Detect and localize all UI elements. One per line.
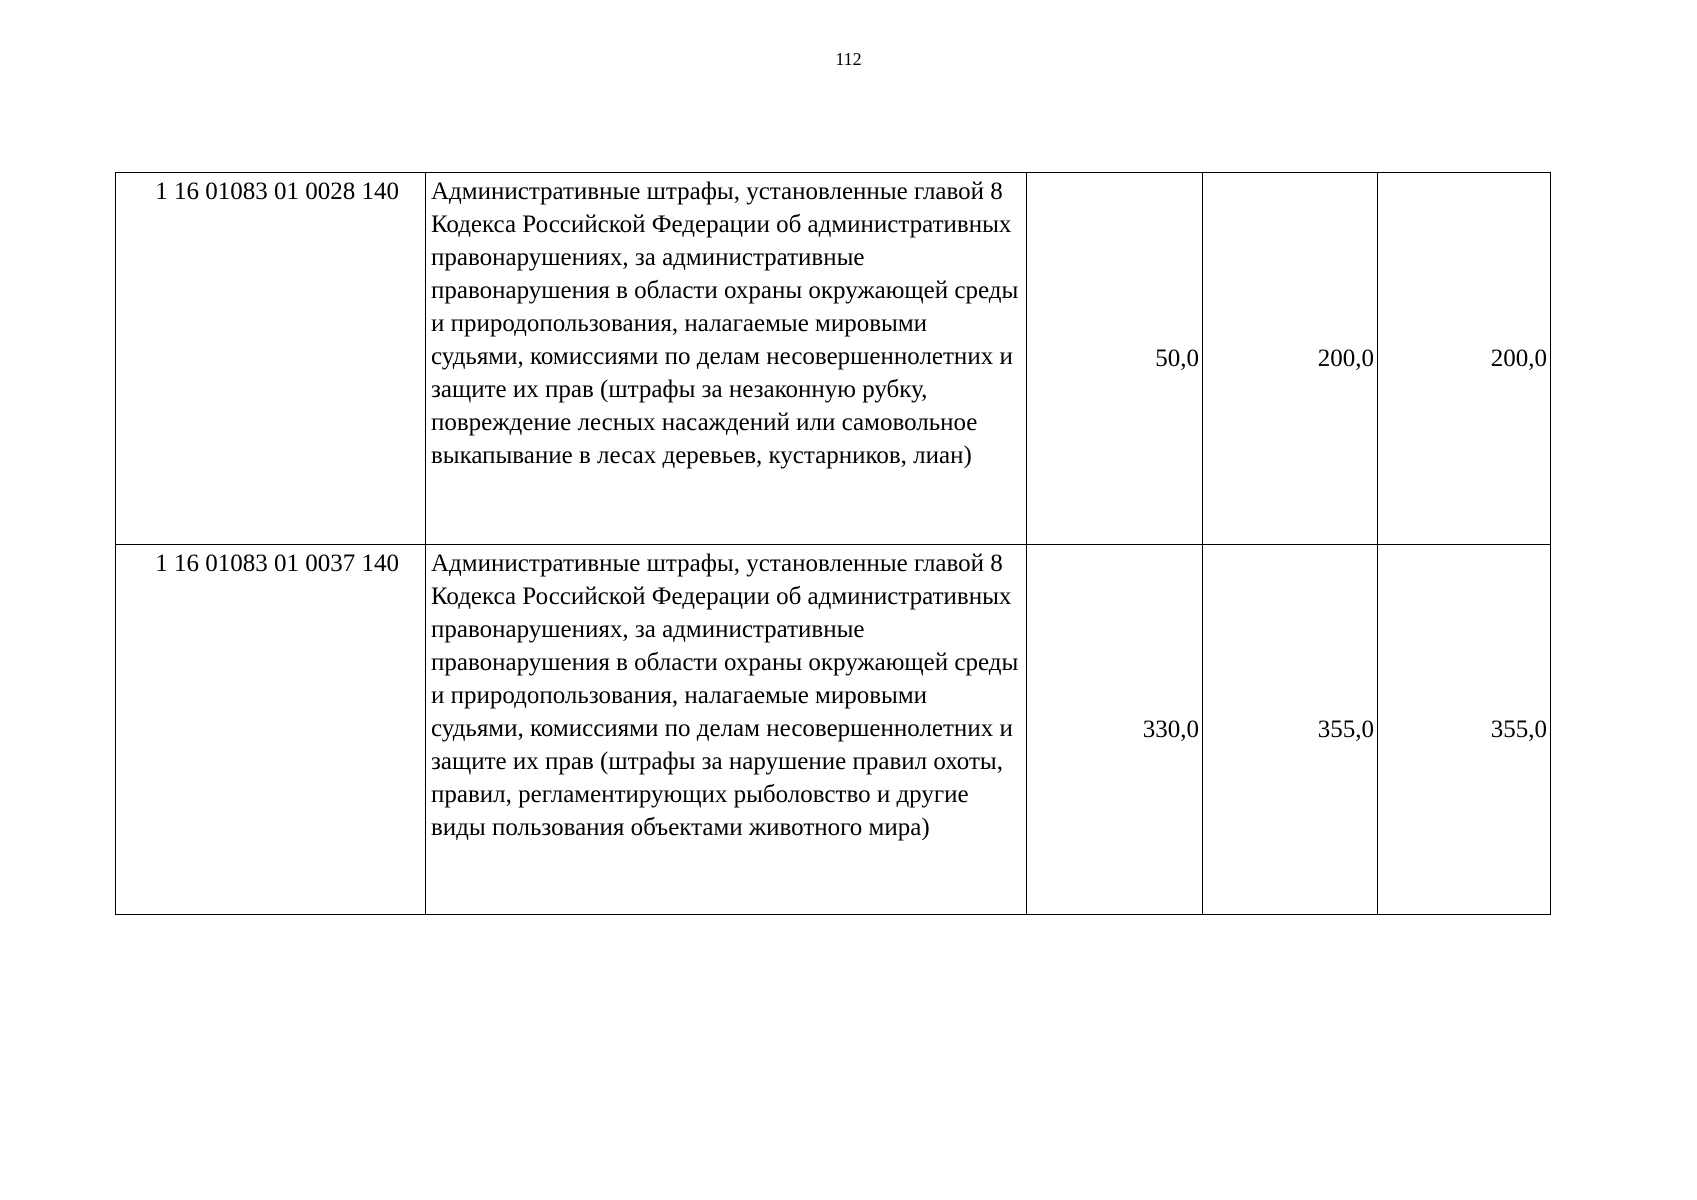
table-row bbox=[116, 545, 1551, 915]
amount-cell-3: 355,0 bbox=[1378, 545, 1551, 915]
amount-cell-2: 200,0 bbox=[1203, 173, 1378, 545]
description-cell: Административные штрафы, установленные главой 8 Кодекса Российской Федерации об административных правонарушениях, за административные правонарушения в области охраны окружающей среды и природопользования, налагаемые мировыми судьями, комиссиями по делам несовершеннолетних и защите их прав (штрафы за незаконную рубку, повреждение лесных насаждений или самовольное выкапывание в лесах деревьев, кустарников, лиан) bbox=[426, 173, 1027, 545]
amount-cell-3: 200,0 bbox=[1378, 173, 1551, 545]
page-number: 112 bbox=[835, 49, 862, 69]
amount-cell-1: 50,0 bbox=[1027, 173, 1203, 545]
amount-cell-1: 330,0 bbox=[1027, 545, 1203, 915]
budget-code-cell: 1 16 01083 01 0028 140 bbox=[116, 173, 426, 545]
amount-cell-2: 355,0 bbox=[1203, 545, 1378, 915]
description-cell: Административные штрафы, установленные главой 8 Кодекса Российской Федерации об административных правонарушениях, за административные правонарушения в области охраны окружающей среды и природопользования, налагаемые мировыми судьями, комиссиями по делам несовершеннолетних и защите их прав (штрафы за нарушение правил охоты, правил, регламентирующих рыболовство и другие виды пользования объектами животного мира) bbox=[426, 545, 1027, 915]
table-row bbox=[116, 173, 1551, 545]
budget-table bbox=[115, 172, 1551, 915]
budget-code-cell: 1 16 01083 01 0037 140 bbox=[116, 545, 426, 915]
